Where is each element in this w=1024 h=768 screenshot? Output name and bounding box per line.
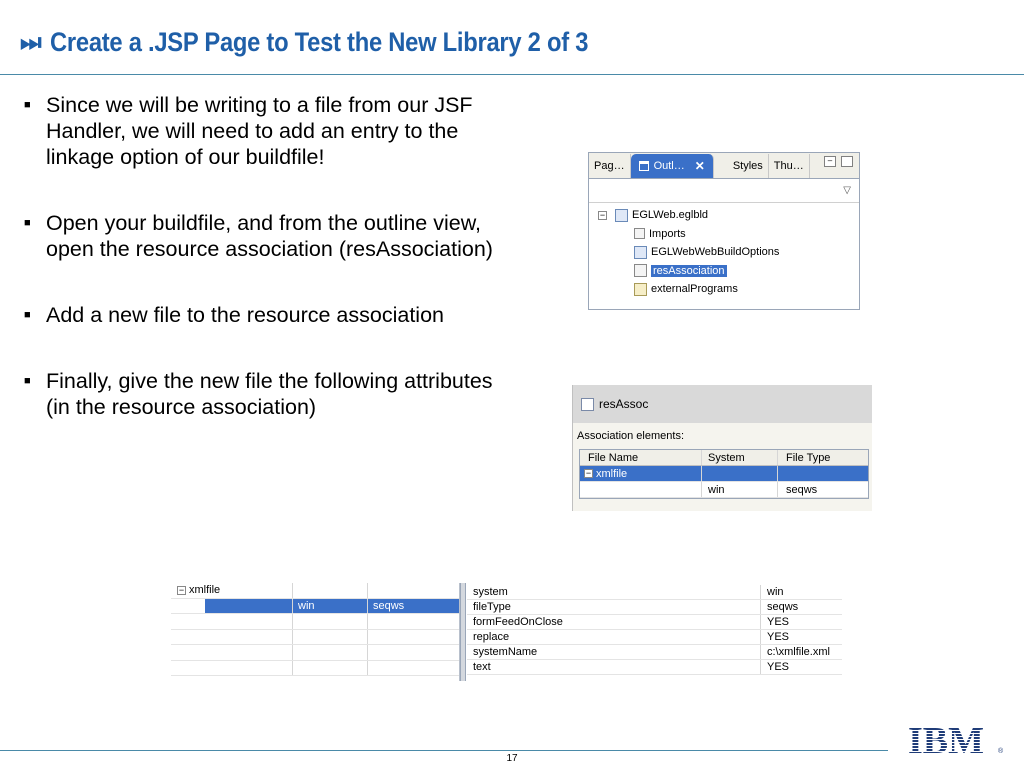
cell-file-type: [368, 583, 459, 598]
title-divider: [0, 74, 1024, 75]
column-header-file-type[interactable]: File Type: [786, 451, 831, 464]
imports-icon: [634, 228, 645, 239]
tab-pag[interactable]: [589, 154, 631, 178]
cell-file-name: [171, 630, 293, 645]
cell-system: [293, 661, 368, 676]
cell-file-type: [778, 466, 868, 481]
tab-label: Outl…: [653, 160, 685, 172]
table-row[interactable]: [171, 645, 459, 661]
property-value[interactable]: YES: [767, 616, 790, 628]
table-row[interactable]: [580, 482, 868, 498]
property-key: systemName: [467, 645, 761, 659]
cell-text: xmlfile: [189, 584, 221, 597]
tree-item-build-options[interactable]: [589, 243, 859, 262]
property-key: replace: [467, 630, 761, 644]
cell-system: [293, 630, 368, 645]
tree-item-external-programs[interactable]: [589, 280, 859, 299]
bullet-text: Since we will be writing to a file from our JSF Handler, we will need to add an entry to the linkage option of our buildfile!: [46, 93, 473, 169]
property-row[interactable]: [467, 645, 842, 660]
page-number: 17: [506, 753, 518, 764]
property-value[interactable]: seqws: [767, 601, 799, 613]
tab-styles[interactable]: [728, 154, 769, 178]
column-header-system[interactable]: System: [702, 450, 778, 465]
tree-item-label: resAssociation: [653, 264, 725, 277]
cell-file-type: [368, 645, 459, 660]
cell-file-name: [171, 661, 293, 676]
cell-file-type: [368, 661, 459, 676]
maximize-icon[interactable]: [841, 156, 853, 167]
property-value[interactable]: YES: [767, 631, 790, 643]
splitter-sash[interactable]: [460, 583, 466, 681]
tree-item-resassociation[interactable]: [589, 262, 859, 281]
cell-file-type: seqws: [786, 483, 818, 496]
resassoc-icon: [634, 264, 647, 277]
cell-file-name: [580, 466, 702, 481]
tab-label: Styles: [732, 160, 763, 172]
property-key: text: [467, 660, 761, 674]
outline-tree: [589, 203, 859, 299]
square-bullet-icon: [24, 92, 46, 118]
view-menu-icon[interactable]: ▽: [843, 185, 851, 196]
skip-forward-icon: ⏭: [20, 28, 42, 56]
square-bullet-icon: [24, 368, 46, 394]
buildfile-icon: [615, 209, 628, 222]
table-row[interactable]: [580, 466, 868, 482]
bullet-list: [24, 92, 494, 460]
outline-view: [588, 152, 860, 310]
window-controls: [824, 156, 853, 167]
square-bullet-icon: [24, 302, 46, 328]
property-row[interactable]: [467, 615, 842, 630]
bullet-item: [24, 302, 494, 328]
cell-system: win: [293, 599, 368, 614]
slide-title: [20, 22, 661, 62]
cell-system: [702, 466, 778, 481]
cell-system: [293, 583, 368, 598]
cell-file-name: [580, 482, 702, 497]
cell-file-name: [171, 614, 293, 629]
bullet-text: Open your buildfile, and from the outline view, open the resource association (resAssociation): [46, 211, 493, 261]
tree-item-imports[interactable]: [589, 225, 859, 244]
tab-thumbnails[interactable]: [769, 154, 810, 178]
table-header: [580, 450, 868, 466]
square-bullet-icon: [24, 210, 46, 236]
ibm-logo-text: IBM: [908, 722, 984, 758]
table-row[interactable]: [171, 661, 459, 677]
registered-mark: ®: [998, 748, 1004, 755]
property-value[interactable]: c:\xmlfile.xml: [767, 646, 830, 658]
tab-label: Pag…: [594, 160, 625, 172]
table-row[interactable]: [171, 614, 459, 630]
resassoc-editor: [572, 385, 872, 511]
external-programs-icon: [634, 283, 647, 296]
bullet-item: [24, 210, 494, 262]
cell-file-type: seqws: [368, 599, 459, 614]
cell-file-name: [171, 583, 293, 598]
association-detail-table: [171, 583, 460, 681]
collapse-icon[interactable]: −: [178, 584, 185, 595]
property-row[interactable]: [467, 585, 842, 600]
slide-title-text: Create a .JSP Page to Test the New Library 2 of 3: [49, 26, 588, 57]
cell-system: win: [702, 482, 778, 497]
table-row[interactable]: [171, 599, 459, 615]
tree-item-label: EGLWeb.eglbld: [632, 209, 709, 222]
cell-system: [293, 645, 368, 660]
view-tab-bar: [589, 153, 859, 179]
bullet-item: [24, 92, 494, 170]
cell-file-type: [368, 630, 459, 645]
tree-item-label: Imports: [649, 227, 686, 240]
cell-file-type: [368, 614, 459, 629]
property-key: fileType: [467, 600, 761, 614]
cell-file-name: [171, 645, 293, 660]
property-value[interactable]: YES: [767, 661, 790, 673]
property-row[interactable]: [467, 600, 842, 615]
view-toolbar: [589, 179, 859, 203]
properties-table: [467, 585, 842, 681]
cell-file-name: [205, 599, 293, 614]
bullet-item: [24, 368, 494, 420]
tree-item-label: externalPrograms: [651, 283, 738, 296]
minimize-icon[interactable]: –: [824, 156, 836, 167]
close-icon[interactable]: ✕: [694, 159, 705, 173]
section-label: Association elements:: [577, 430, 684, 442]
tree-item-label: EGLWebWebBuildOptions: [651, 246, 780, 259]
editor-header: [573, 385, 872, 423]
ibm-logo: [906, 722, 1006, 758]
property-key: system: [467, 585, 761, 599]
collapse-icon[interactable]: −: [599, 209, 606, 220]
resassoc-icon: [581, 398, 594, 411]
outline-icon: [639, 161, 649, 171]
bullet-text: Add a new file to the resource association: [46, 303, 444, 327]
column-header-file-name[interactable]: File Name: [580, 450, 702, 465]
tree-item-root[interactable]: [589, 206, 859, 225]
table-row[interactable]: [171, 630, 459, 646]
editor-title: resAssoc: [599, 397, 649, 411]
build-options-icon: [634, 246, 647, 259]
bullet-text: Finally, give the new file the following attributes (in the resource association): [46, 369, 493, 419]
association-table: [579, 449, 869, 499]
tab-outline[interactable]: [631, 154, 714, 178]
cell-text: xmlfile: [596, 467, 628, 480]
property-row[interactable]: [467, 660, 842, 675]
tab-label: Thu…: [773, 160, 804, 172]
property-row[interactable]: [467, 630, 842, 645]
collapse-icon[interactable]: −: [585, 468, 592, 478]
footer-divider: [0, 750, 888, 751]
property-value[interactable]: win: [767, 586, 784, 598]
cell-system: [293, 614, 368, 629]
property-key: formFeedOnClose: [467, 615, 761, 629]
table-row[interactable]: [171, 583, 459, 599]
